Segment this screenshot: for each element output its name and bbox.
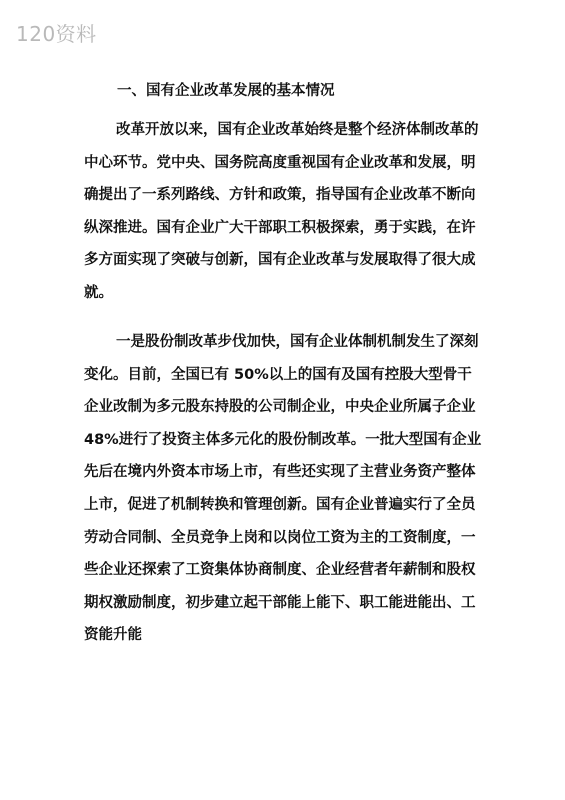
watermark-logo: 120资料 xyxy=(16,22,97,46)
section-heading: 一、国有企业改革发展的基本情况 xyxy=(117,83,335,99)
paragraph-shareholding-reform: 一是股份制改革步伐加快，国有企业体制机制发生了深刻变化。目前，全国已有 50%以上的国有及国有控股大型骨干企业改制为多元股东持股的公司制企业，中央企业所属子企业 48%进行了投资主体多元化的股份制改革。一批大型国有企业先后在境内外资本市场上市，有些还实现了主营业务资产整体上市，促进了机制转换和管理创新。国有企业普遍实行了全员劳动合同制、全员竞争上岗和以岗位工资为主的工资制度，一些企业还探索了工资集体协商制度、企业经营者年薪制和股权期权激励制度，初步建立起干部能上能下、职工能进能出、工资能升能 xyxy=(84,334,482,644)
paragraph-intro: 改革开放以来，国有企业改革始终是整个经济体制改革的中心环节。党中央、国务院高度重视国有企业改革和发展，明确提出了一系列路线、方针和政策，指导国有企业改革不断向纵深推进。国有企业广大干部职工积极探索，勇于实践，在许多方面实现了突破与创新，国有企业改革与发展取得了很大成就。 xyxy=(84,122,479,301)
